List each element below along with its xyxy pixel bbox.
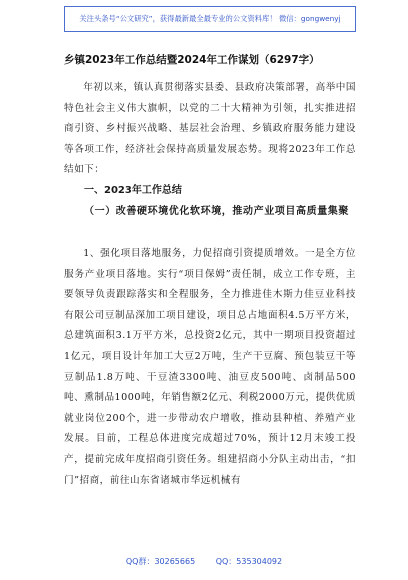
banner-text: 关注头条号“公文研究”，获得最新最全最专业的公文资料库！ 微信：gongwenyj bbox=[79, 14, 341, 23]
header-banner bbox=[64, 6, 356, 32]
section-heading: 一、2023年工作总结 bbox=[84, 185, 182, 196]
body-paragraph: 1、强化项目落地服务，力促招商引资提质增效。一是全方位服务产业项目落地。实行“项目保姆”责任制，成立工作专班，主要领导负责跟踪落实和全程服务，全力推进佳木斯力佳豆业科技有限公司豆制品深加工项目建设，项目总占地面积4.5万平方米，总建筑面积3.1万平方米，总投资2亿元，其中一期项目投资超过1亿元，项目设计年加工大豆2万吨，生产干豆腐、预包装豆干等豆制品1.8万吨、干豆渣3300吨、油豆皮500吨、卤制品500吨、熏制品1000吨，年销售额2亿元、利税2000万元，提供优质就业岗位200个，进一步带动农户增收，推动县种植、养殖产业发展。目前，工程总体进度完成超过70%，预计12月末竣工投产，提前完成年度招商引资任务。组建招商小分队主动出击，“扣门”招商，前往山东省诸城市华远机械有 bbox=[64, 248, 356, 486]
subsection-heading: （一）改善硬环境优化软环境，推动产业项目高质量集聚 bbox=[84, 206, 349, 217]
document-title: 乡镇2023年工作总结暨2024年工作谋划（6297字） bbox=[64, 54, 320, 66]
footer-contact: QQ群：30265665 QQ：535304092 bbox=[125, 557, 283, 566]
intro-paragraph: 年初以来，镇认真贯彻落实县委、县政府决策部署，高举中国特色社会主义伟大旗帜，以党的二十大精神为引领，扎实推进招商引资、乡村振兴战略、基层社会治理、乡镇政府服务能力建设等各项工作，经济社会保持高质量发展态势。现将2023年工作总结如下： bbox=[64, 82, 356, 176]
